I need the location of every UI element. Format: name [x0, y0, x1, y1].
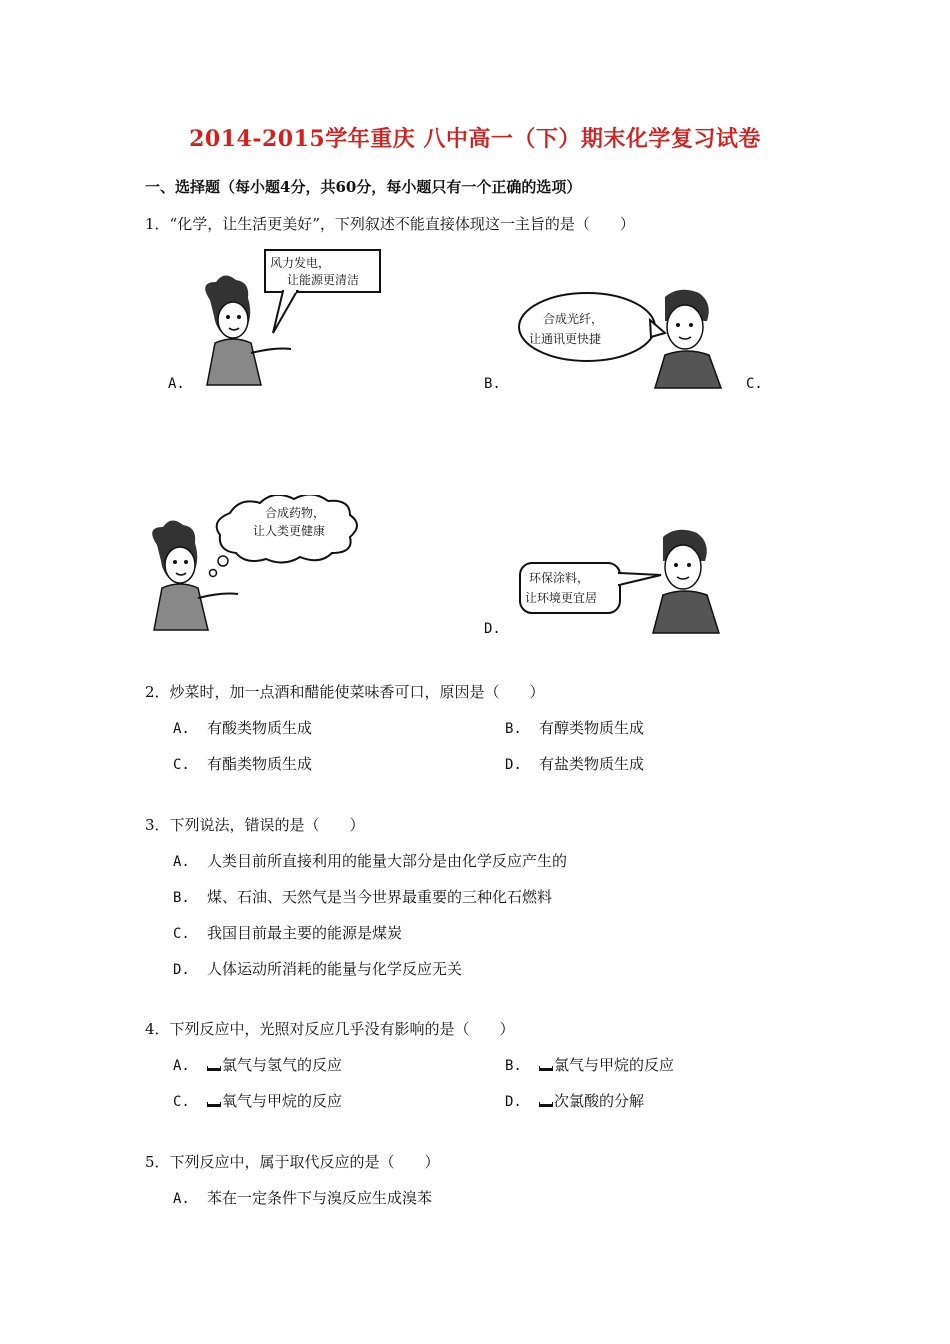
- option-text: 有醇类物质生成: [539, 719, 645, 737]
- bubble-a-line2: 让能源更清洁: [287, 273, 360, 287]
- option-label: B.: [505, 1058, 522, 1074]
- option-4-d: [505, 1090, 644, 1111]
- bubble-d-line1: 环保涂料，: [529, 571, 590, 585]
- option-label: A.: [173, 1191, 190, 1207]
- bubble-d-line2: 让环境更宜居: [525, 591, 598, 605]
- option-label: A.: [173, 1058, 190, 1074]
- question-5-stem: 5．下列反应中，属于取代反应的是（ ）: [145, 1153, 440, 1171]
- option-text: 有盐类物质生成: [539, 755, 645, 773]
- bubble-b-line2: 让通讯更快捷: [529, 332, 602, 346]
- option-label: D.: [505, 1094, 522, 1110]
- placeholder-mark-icon: [207, 1102, 221, 1107]
- section-heading: 一、选择题（每小题4分，共60分，每小题只有一个正确的选项）: [145, 178, 582, 196]
- option-text: 煤、石油、天然气是当今世界最重要的三种化石燃料: [207, 888, 553, 906]
- option-text: 氯气与甲烷的反应: [554, 1056, 675, 1074]
- question-2-stem: 2．炒菜时，加一点酒和醋能使菜味香可口，原因是（ ）: [145, 683, 545, 701]
- illustration-c: [145, 495, 385, 635]
- option-2-c: [173, 753, 312, 774]
- bubble-b-line1: 合成光纤，: [543, 312, 604, 326]
- option-1-d-label: D.: [484, 621, 501, 637]
- option-2-d: [505, 753, 644, 774]
- option-4-b: [505, 1054, 674, 1075]
- option-text: 有酯类物质生成: [207, 755, 313, 773]
- option-1-b-label: B.: [484, 376, 501, 392]
- option-text: 有酸类物质生成: [207, 719, 313, 737]
- option-label: B.: [173, 890, 190, 906]
- option-3-a: [173, 850, 567, 871]
- option-label: D.: [173, 962, 190, 978]
- bubble-c-line2: 让人类更健康: [253, 524, 326, 538]
- placeholder-mark-icon: [539, 1102, 553, 1107]
- option-text: 氧气与甲烷的反应: [222, 1092, 343, 1110]
- illustration-b: [515, 285, 740, 390]
- option-label: B.: [505, 721, 522, 737]
- option-1-c-label: C.: [746, 376, 763, 392]
- option-3-b: [173, 886, 552, 907]
- option-label: C.: [173, 926, 190, 942]
- illustration-d: [515, 525, 740, 635]
- option-label: A.: [173, 854, 190, 870]
- illustration-a: [195, 245, 390, 390]
- question-4-stem: 4．下列反应中，光照对反应几乎没有影响的是（ ）: [145, 1020, 515, 1038]
- option-text: 人类目前所直接利用的能量大部分是由化学反应产生的: [207, 852, 568, 870]
- option-3-d: [173, 958, 462, 979]
- question-3-stem: 3．下列说法，错误的是（ ）: [145, 816, 365, 834]
- bubble-a-line1: 风力发电，: [270, 256, 331, 270]
- option-label: C.: [173, 757, 190, 773]
- placeholder-mark-icon: [207, 1066, 221, 1071]
- option-4-a: [173, 1054, 342, 1075]
- option-label: D.: [505, 757, 522, 773]
- option-2-a: [173, 717, 312, 738]
- option-label: C.: [173, 1094, 190, 1110]
- option-4-c: [173, 1090, 342, 1111]
- exam-title: 2014-2015学年重庆 八中高一（下）期末化学复习试卷: [189, 126, 761, 152]
- option-text: 人体运动所消耗的能量与化学反应无关: [207, 960, 463, 978]
- option-label: A.: [173, 721, 190, 737]
- option-text: 氯气与氢气的反应: [222, 1056, 343, 1074]
- option-3-c: [173, 922, 402, 943]
- bubble-c-line1: 合成药物，: [265, 506, 326, 520]
- option-2-b: [505, 717, 644, 738]
- placeholder-mark-icon: [539, 1066, 553, 1071]
- option-1-a-label: A.: [168, 376, 185, 392]
- option-text: 次氯酸的分解: [554, 1092, 645, 1110]
- option-5-a: [173, 1187, 432, 1208]
- option-text: 我国目前最主要的能源是煤炭: [207, 924, 403, 942]
- option-text: 苯在一定条件下与溴反应生成溴苯: [207, 1189, 433, 1207]
- question-1-stem: 1．“化学，让生活更美好”，下列叙述不能直接体现这一主旨的是（ ）: [145, 215, 635, 233]
